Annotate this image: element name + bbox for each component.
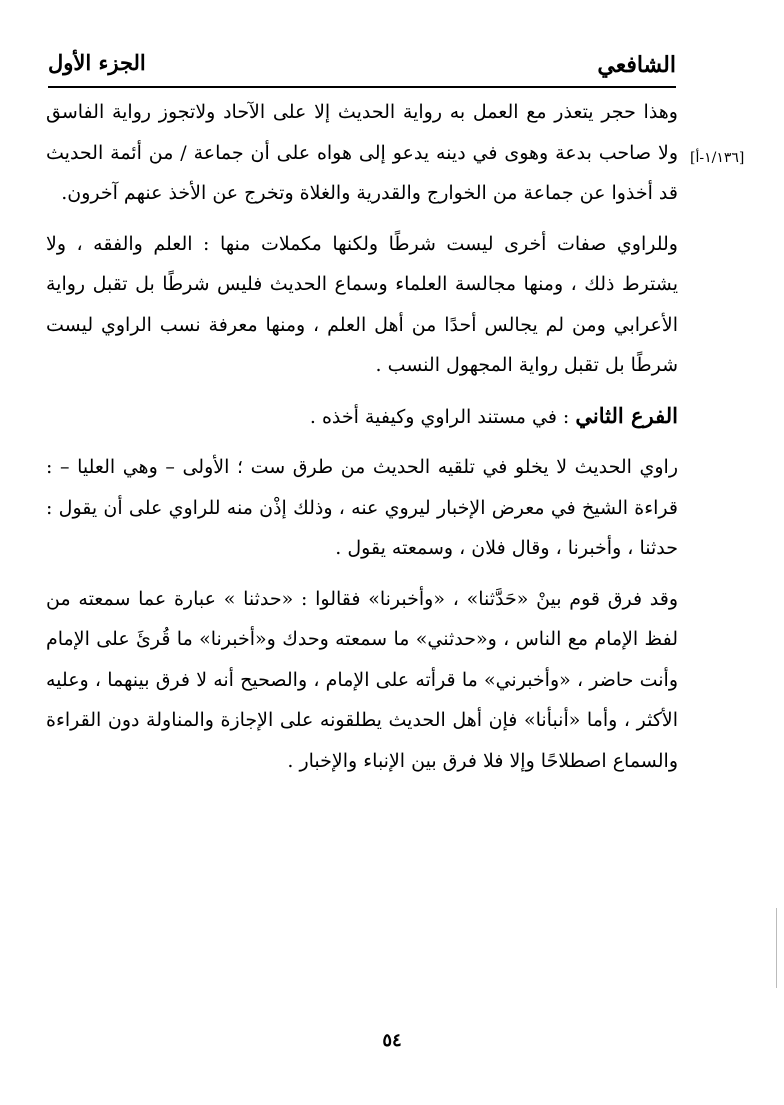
section-heading-title: الفرع الثاني [575,402,678,428]
paragraph-2: وللراوي صفات أخرى ليست شرطًا ولكنها مكملات منها : العلم والفقه ، ولا يشترط ذلك ، ومنها مجالسة العلماء وسماع الحديث فليس شرطًا بل تقبل رواية الأعرابي ومن لم يجالس أحدًا من أهل العلم ، ومنها معرفة نسب الراوي ليست شرطًا بل تقبل رواية المجهول النسب . [46,232,678,376]
main-text [46,92,678,781]
running-header [48,46,676,88]
page-number: ٥٤ [382,1030,402,1051]
paragraph-3: راوي الحديث لا يخلو في تلقيه الحديث من طرق ست ؛ الأولى – وهي العليا – : قراءة الشيخ في معرض الإخبار ليروي عنه ، وذلك إذْن منه للراوي على أن يقول : حدثنا ، وأخبرنا ، وقال فلان ، وسمعته يقول . [46,456,678,559]
header-volume: الجزء الأول [48,50,146,75]
paragraph-4: وقد فرق قوم بينْ «حَدَّثنا» ، «وأخبرنا» فقالوا : «حدثنا » عبارة عما سمعته من لفظ الإمام مع الناس ، و«حدثني» ما سمعته وحدك و«أخبرنا» ما قُرئَ على الإمام وأنت حاضر ، «وأخبرني» ما قرأته على الإمام ، والصحيح أنه لا فرق بينهما ، وعليه الأكثر ، وأما «أنبأنا» فإن أهل الحديث يطلقونه على الإجازة والمناولة دون القراءة والسماع اصطلاحًا وإلا فلا فرق بين الإنباء والإخبار . [46,587,678,772]
paragraph-1: وهذا حجر يتعذر مع العمل به رواية الحديث إلا على الآحاد ولاتجوز رواية الفاسق ولا صاحب بدعة وهوى في دينه يدعو إلى هواه على أن جماعة / من أئمة الحديث قد أخذوا عن جماعة من الخوارج والقدرية والغلاة وتخرج عن الأخذ عنهم آخرون. [46,101,678,204]
section-heading-subtitle: : في مستند الراوي وكيفية أخذه . [309,405,570,428]
header-book-title: الشافعي [597,52,676,78]
manuscript-folio-note: [١/١٣٦-أ] [690,150,745,166]
scan-edge-line [776,908,777,988]
section-heading [46,396,678,438]
